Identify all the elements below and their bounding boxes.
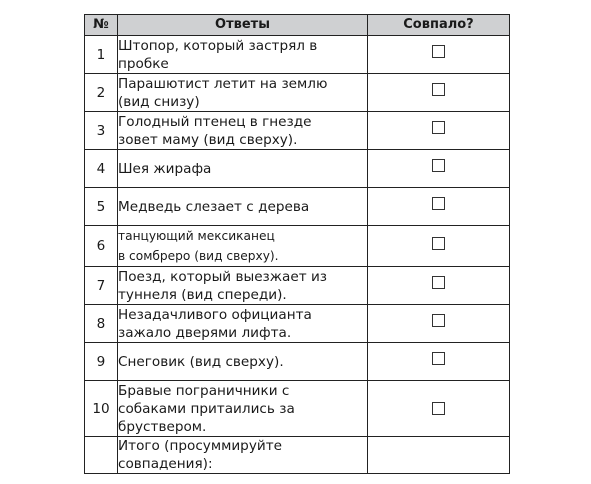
row-number: 7 — [85, 267, 118, 305]
answer-line: зажало дверями лифта. — [118, 324, 292, 341]
answer-line: Незадачливого официанта — [118, 306, 312, 323]
table-row — [85, 74, 510, 112]
row-number: 8 — [85, 305, 118, 343]
row-number: 9 — [85, 343, 118, 381]
table-row — [85, 226, 510, 267]
total-number-cell — [85, 437, 118, 474]
matched-cell — [368, 226, 510, 267]
row-answer: Шея жирафа — [118, 150, 368, 188]
answer-line: Голодный птенец в гнезде — [118, 113, 312, 130]
answer-line: Парашютист летит на землю — [118, 75, 328, 92]
total-line: Итого (просуммируйте — [118, 438, 282, 454]
matched-cell — [368, 112, 510, 150]
total-value-field[interactable] — [368, 437, 510, 474]
header-answers: Ответы — [118, 15, 368, 36]
answer-line: (вид снизу) — [118, 93, 200, 110]
matched-cell — [368, 381, 510, 437]
total-line: совпадения): — [118, 456, 213, 472]
answer-line: пробке — [118, 55, 169, 72]
matched-checkbox[interactable] — [432, 352, 445, 365]
matched-cell — [368, 36, 510, 74]
answers-table — [84, 14, 510, 474]
answer-line: туннеля (вид спереди). — [118, 286, 287, 303]
row-answer — [118, 226, 368, 267]
table-row — [85, 267, 510, 305]
table-row — [85, 188, 510, 226]
table-row — [85, 305, 510, 343]
row-answer — [118, 112, 368, 150]
header-row — [85, 15, 510, 36]
matched-checkbox[interactable] — [432, 45, 445, 58]
row-answer — [118, 305, 368, 343]
header-number: № — [85, 15, 118, 36]
row-answer — [118, 267, 368, 305]
matched-checkbox[interactable] — [432, 83, 445, 96]
row-answer: Снеговик (вид сверху). — [118, 343, 368, 381]
answer-line: зовет маму (вид сверху). — [118, 131, 298, 148]
table-row — [85, 150, 510, 188]
table-row — [85, 343, 510, 381]
row-answer: Медведь слезает с дерева — [118, 188, 368, 226]
row-answer — [118, 381, 368, 437]
row-number: 4 — [85, 150, 118, 188]
matched-cell — [368, 188, 510, 226]
answer-line: в сомбреро (вид сверху). — [118, 249, 279, 263]
total-row — [85, 437, 510, 474]
answer-line: собаками притаились за — [118, 400, 295, 417]
matched-cell — [368, 305, 510, 343]
matched-cell — [368, 343, 510, 381]
table-row — [85, 381, 510, 437]
answer-line: танцующий мексиканец — [118, 229, 275, 243]
table-row — [85, 36, 510, 74]
matched-cell — [368, 150, 510, 188]
answer-line: Бравые пограничники с — [118, 382, 290, 399]
matched-checkbox[interactable] — [432, 314, 445, 327]
row-number: 10 — [85, 381, 118, 437]
row-answer — [118, 36, 368, 74]
answer-line: бруствером. — [118, 418, 207, 435]
table-row — [85, 112, 510, 150]
row-number: 1 — [85, 36, 118, 74]
row-answer — [118, 74, 368, 112]
total-label — [118, 437, 368, 474]
row-number: 6 — [85, 226, 118, 267]
header-matched: Совпало? — [368, 15, 510, 36]
answer-line: Поезд, который выезжает из — [118, 268, 328, 285]
matched-checkbox[interactable] — [432, 237, 445, 250]
matched-checkbox[interactable] — [432, 197, 445, 210]
row-number: 3 — [85, 112, 118, 150]
row-number: 2 — [85, 74, 118, 112]
matched-cell — [368, 267, 510, 305]
matched-checkbox[interactable] — [432, 402, 445, 415]
row-number: 5 — [85, 188, 118, 226]
matched-checkbox[interactable] — [432, 159, 445, 172]
answers-sheet — [84, 14, 509, 474]
matched-checkbox[interactable] — [432, 276, 445, 289]
answer-line: Штопор, который застрял в — [118, 37, 318, 54]
matched-checkbox[interactable] — [432, 121, 445, 134]
matched-cell — [368, 74, 510, 112]
